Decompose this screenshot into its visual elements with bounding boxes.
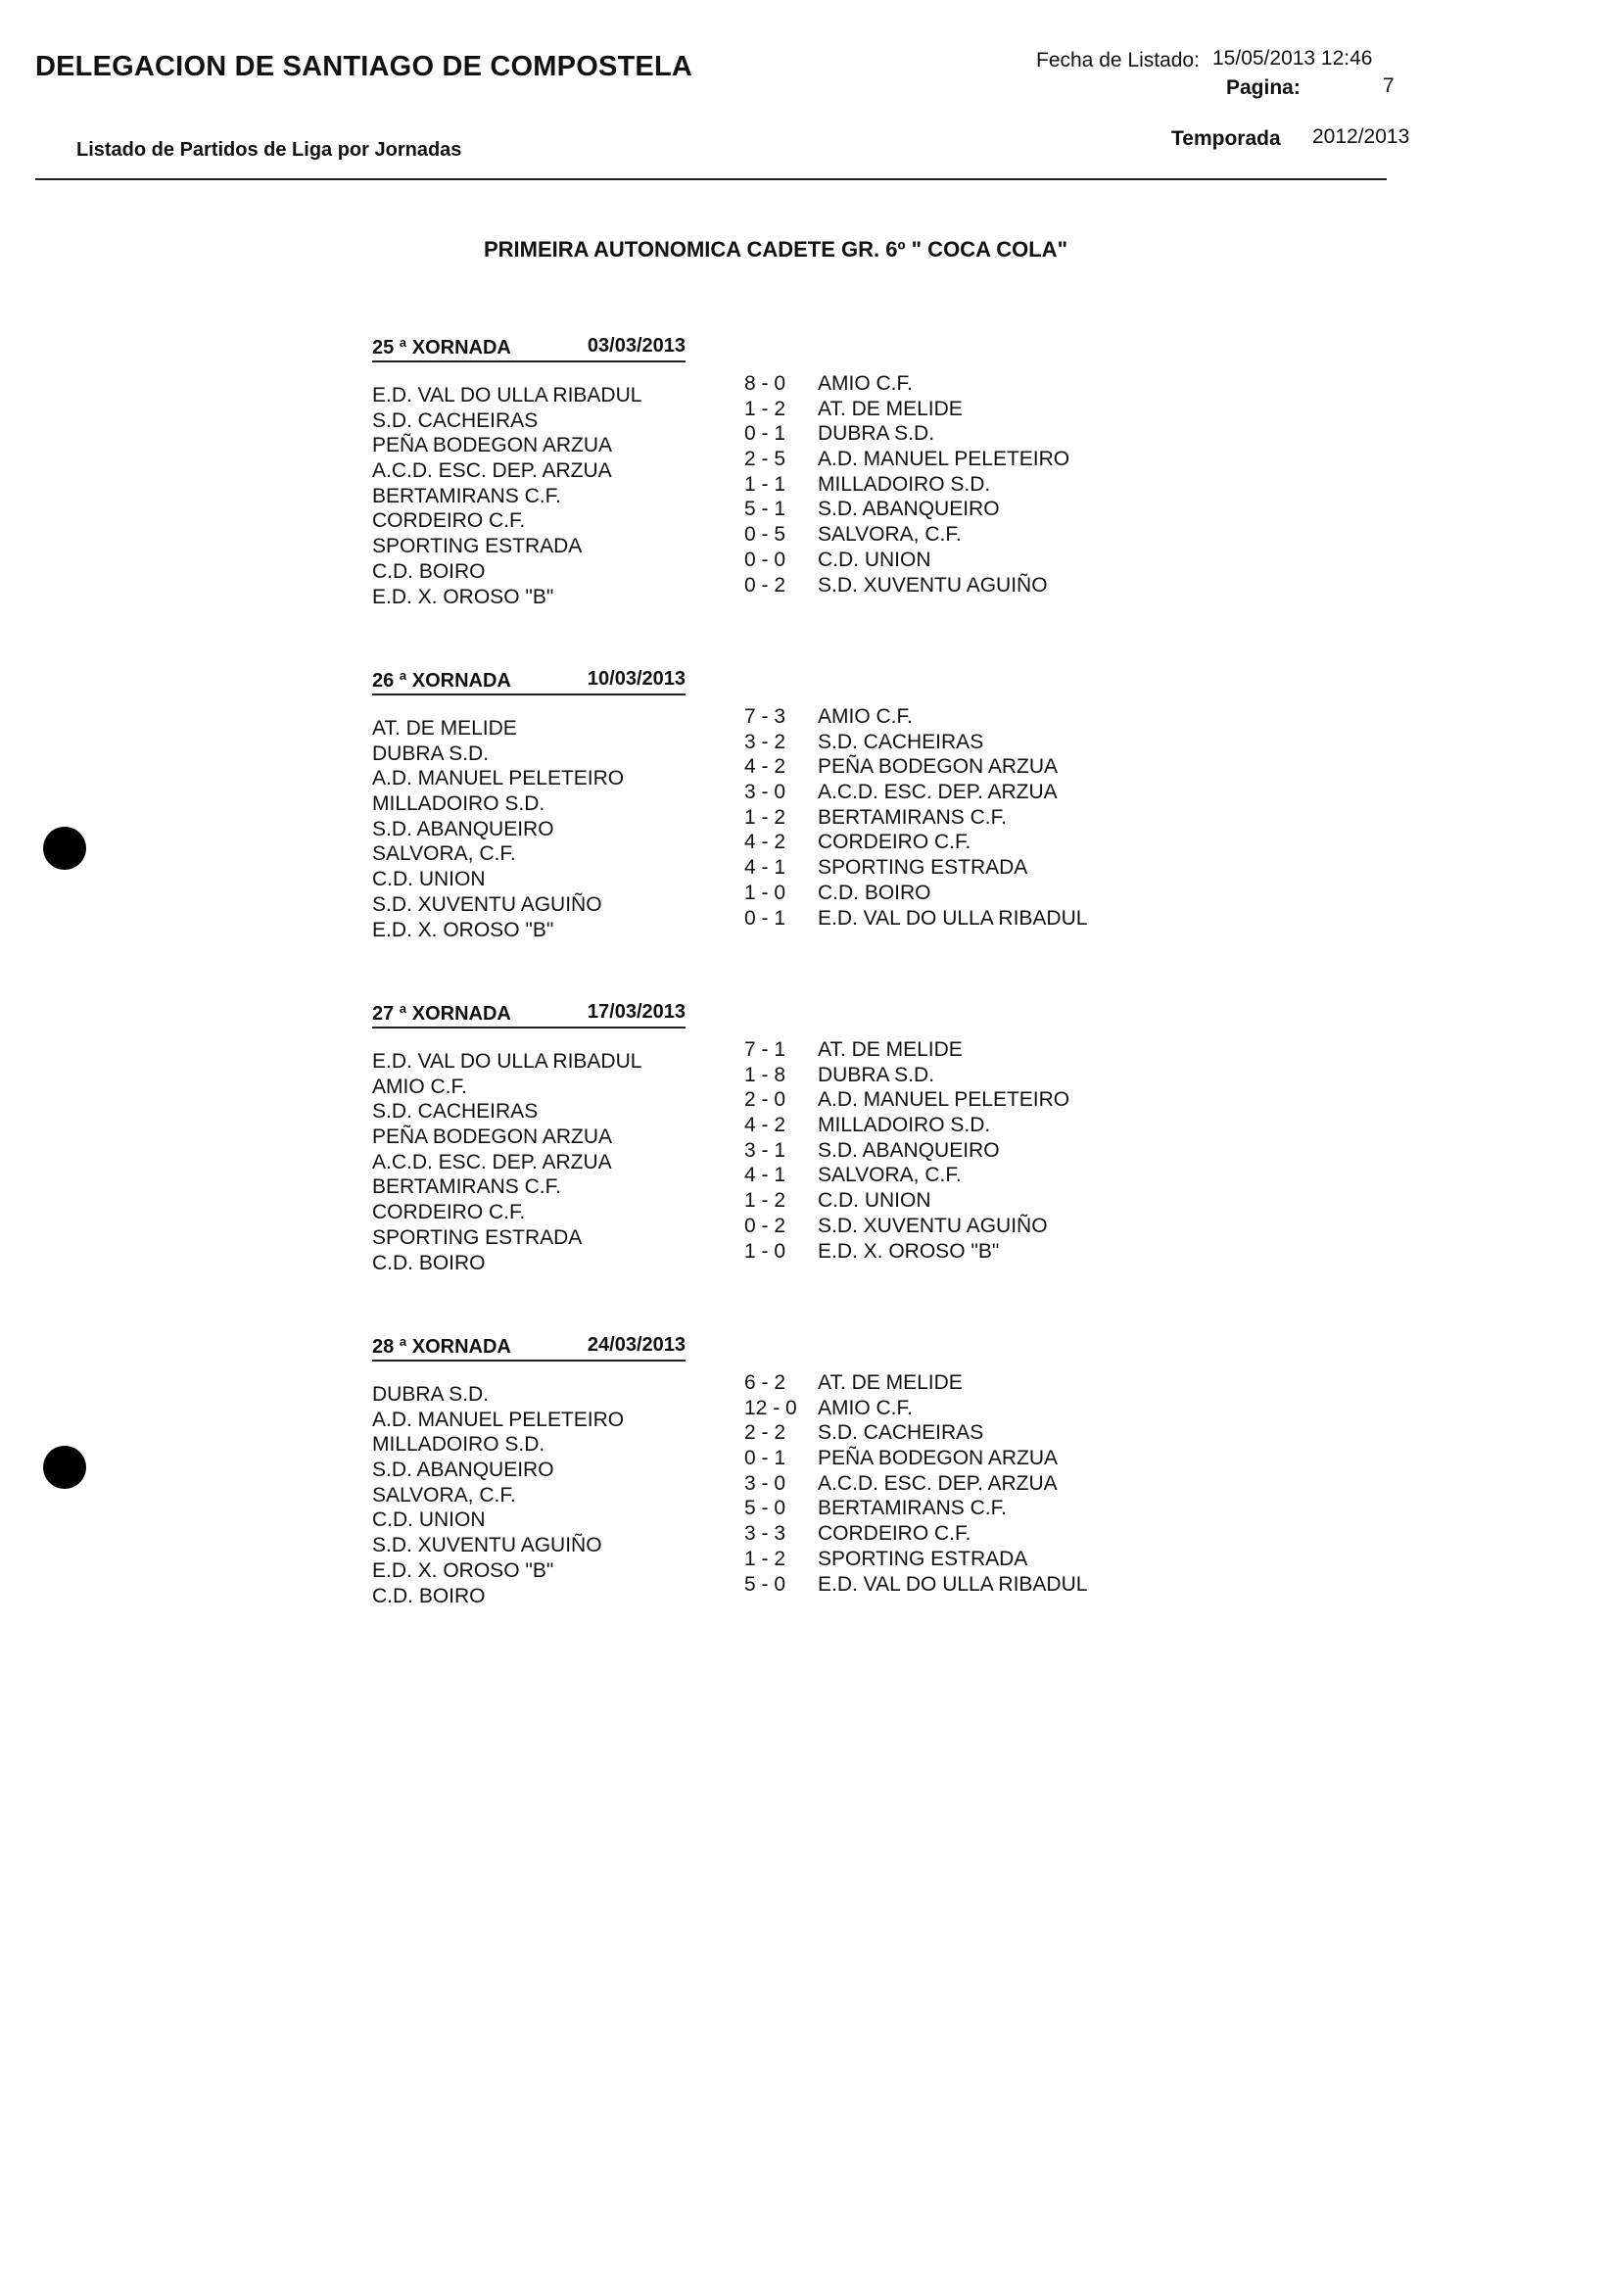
match-score: 4 - 2	[744, 1114, 786, 1137]
match-score: 3 - 1	[744, 1138, 786, 1162]
home-team: S.D. XUVENTU AGUIÑO	[372, 1534, 602, 1557]
match-row	[372, 1572, 1088, 1610]
away-team: CORDEIRO C.F.	[818, 831, 971, 854]
home-team: A.C.D. ESC. DEP. ARZUA	[372, 459, 612, 483]
match-score: 7 - 3	[744, 705, 786, 728]
away-team: S.D. XUVENTU AGUIÑO	[818, 1214, 1048, 1237]
match-score: 2 - 2	[744, 1421, 786, 1445]
away-team: AT. DE MELIDE	[818, 1038, 963, 1061]
competition-title	[0, 237, 1610, 263]
header-divider	[35, 178, 1387, 180]
home-team: S.D. XUVENTU AGUIÑO	[372, 892, 602, 916]
match-score: 4 - 1	[744, 1164, 786, 1187]
away-team: AT. DE MELIDE	[818, 1371, 963, 1394]
match-score: 0 - 5	[744, 523, 786, 547]
away-team: PEÑA BODEGON ARZUA	[818, 1447, 1059, 1470]
home-team: E.D. VAL DO ULLA RIBADUL	[372, 1050, 642, 1073]
round-date: 10/03/2013	[587, 668, 686, 690]
match-row	[372, 1371, 1077, 1409]
match-list	[372, 705, 1088, 943]
home-team: E.D. X. OROSO "B"	[372, 585, 554, 608]
match-score: 1 - 0	[744, 881, 786, 904]
match-row	[372, 498, 1077, 535]
home-team: DUBRA S.D.	[372, 1383, 490, 1406]
home-team: BERTAMIRANS C.F.	[372, 484, 561, 507]
away-team: C.D. UNION	[818, 548, 931, 571]
home-team: CORDEIRO C.F.	[372, 1201, 526, 1224]
match-row	[372, 397, 1077, 435]
round-header	[372, 997, 686, 1028]
home-team: C.D. BOIRO	[372, 559, 486, 583]
match-score: 4 - 1	[744, 856, 786, 880]
away-team: S.D. XUVENTU AGUIÑO	[818, 573, 1048, 597]
home-team: A.D. MANUEL PELETEIRO	[372, 767, 625, 790]
home-team: S.D. ABANQUEIRO	[372, 1459, 554, 1482]
home-team: C.D. BOIRO	[372, 1251, 486, 1274]
match-score: 1 - 2	[744, 397, 786, 420]
away-team: PEÑA BODEGON ARZUA	[818, 755, 1059, 779]
away-team: S.D. ABANQUEIRO	[818, 498, 1000, 521]
round-block	[372, 997, 1077, 1276]
home-team: BERTAMIRANS C.F.	[372, 1175, 561, 1199]
round-title: 28 ª XORNADA	[372, 1336, 511, 1358]
match-score: 3 - 2	[744, 730, 786, 753]
home-team: AT. DE MELIDE	[372, 717, 517, 740]
away-team: BERTAMIRANS C.F.	[818, 805, 1007, 829]
home-team: MILLADOIRO S.D.	[372, 792, 545, 816]
match-score: 0 - 0	[744, 548, 786, 571]
match-score: 7 - 1	[744, 1038, 786, 1061]
away-team: SALVORA, C.F.	[818, 1164, 962, 1187]
match-score: 1 - 2	[744, 1189, 786, 1213]
match-row	[372, 523, 1077, 560]
match-score: 5 - 0	[744, 1572, 786, 1596]
away-team: AMIO C.F.	[818, 705, 913, 728]
match-row	[372, 1239, 1077, 1277]
organization-title: DELEGACION DE SANTIAGO DE COMPOSTELA	[35, 51, 693, 82]
home-team: SPORTING ESTRADA	[372, 1225, 583, 1249]
away-team: AMIO C.F.	[818, 1396, 913, 1419]
home-team: AMIO C.F.	[372, 1075, 467, 1098]
match-score: 4 - 2	[744, 755, 786, 779]
match-row	[372, 856, 1077, 893]
match-row	[372, 805, 1077, 843]
match-score: 1 - 8	[744, 1063, 786, 1086]
away-team: CORDEIRO C.F.	[818, 1522, 971, 1546]
away-team: A.D. MANUEL PELETEIRO	[818, 1088, 1070, 1112]
home-team: SALVORA, C.F.	[372, 1483, 516, 1507]
away-team: BERTAMIRANS C.F.	[818, 1497, 1007, 1520]
away-team: DUBRA S.D.	[818, 422, 935, 446]
away-team: E.D. X. OROSO "B"	[818, 1239, 1000, 1263]
match-row	[372, 573, 1077, 611]
away-team: AT. DE MELIDE	[818, 397, 963, 420]
page-number: 7	[1383, 74, 1395, 97]
away-team: C.D. BOIRO	[818, 881, 931, 904]
listing-date-label: Fecha de Listado:	[1036, 49, 1200, 72]
match-score: 4 - 2	[744, 831, 786, 854]
away-team: DUBRA S.D.	[818, 1063, 935, 1086]
home-team: DUBRA S.D.	[372, 741, 490, 765]
home-team: S.D. CACHEIRAS	[372, 1100, 539, 1124]
round-date: 24/03/2013	[587, 1334, 686, 1356]
home-team: MILLADOIRO S.D.	[372, 1433, 545, 1457]
match-score: 0 - 1	[744, 1447, 786, 1470]
away-team: E.D. VAL DO ULLA RIBADUL	[818, 906, 1088, 930]
match-row	[372, 1038, 1077, 1076]
round-date: 03/03/2013	[587, 335, 686, 357]
home-team: S.D. CACHEIRAS	[372, 408, 539, 432]
away-team: AMIO C.F.	[818, 372, 913, 395]
match-score: 0 - 2	[744, 573, 786, 597]
match-score: 3 - 0	[744, 1471, 786, 1495]
match-list	[372, 372, 1077, 610]
match-score: 3 - 3	[744, 1522, 786, 1546]
away-team: C.D. UNION	[818, 1189, 931, 1213]
away-team: E.D. VAL DO ULLA RIBADUL	[818, 1572, 1088, 1596]
away-team: A.C.D. ESC. DEP. ARZUA	[818, 781, 1058, 804]
home-team: S.D. ABANQUEIRO	[372, 817, 554, 840]
match-score: 6 - 2	[744, 1371, 786, 1394]
home-team: E.D. X. OROSO "B"	[372, 918, 554, 941]
round-header	[372, 1330, 686, 1362]
match-score: 1 - 2	[744, 805, 786, 829]
away-team: S.D. CACHEIRAS	[818, 1421, 984, 1445]
match-score: 0 - 1	[744, 422, 786, 446]
away-team: SPORTING ESTRADA	[818, 856, 1028, 880]
match-row	[372, 1497, 1077, 1534]
round-block	[372, 664, 1088, 943]
round-block	[372, 331, 1077, 610]
match-score: 0 - 1	[744, 906, 786, 930]
round-header	[372, 664, 686, 695]
home-team: E.D. VAL DO ULLA RIBADUL	[372, 384, 642, 407]
home-team: PEÑA BODEGON ARZUA	[372, 1125, 613, 1149]
season-value: 2012/2013	[1312, 125, 1410, 148]
match-score: 8 - 0	[744, 372, 786, 395]
punch-hole	[43, 827, 86, 870]
match-row	[372, 906, 1088, 944]
away-team: A.C.D. ESC. DEP. ARZUA	[818, 1471, 1058, 1495]
match-score: 0 - 2	[744, 1214, 786, 1237]
away-team: S.D. ABANQUEIRO	[818, 1138, 1000, 1162]
listing-date-value: 15/05/2013 12:46	[1212, 47, 1373, 70]
home-team: SPORTING ESTRADA	[372, 535, 583, 558]
home-team: E.D. X. OROSO "B"	[372, 1558, 554, 1582]
away-team: MILLADOIRO S.D.	[818, 1114, 991, 1137]
match-score: 2 - 0	[744, 1088, 786, 1112]
match-score: 3 - 0	[744, 781, 786, 804]
home-team: A.D. MANUEL PELETEIRO	[372, 1408, 625, 1431]
match-list	[372, 1371, 1088, 1609]
round-date: 17/03/2013	[587, 1001, 686, 1023]
competition-title-text: PRIMEIRA AUTONOMICA CADETE GR. 6º " COCA COLA"	[483, 237, 1068, 262]
match-row	[372, 1164, 1077, 1201]
round-title: 27 ª XORNADA	[372, 1003, 511, 1025]
match-score: 1 - 2	[744, 1547, 786, 1570]
home-team: A.C.D. ESC. DEP. ARZUA	[372, 1150, 612, 1173]
home-team: C.D. BOIRO	[372, 1584, 486, 1607]
round-block	[372, 1330, 1088, 1609]
away-team: SALVORA, C.F.	[818, 523, 962, 547]
match-score: 2 - 5	[744, 448, 786, 471]
match-row	[372, 372, 1077, 409]
away-team: SPORTING ESTRADA	[818, 1547, 1028, 1570]
match-score: 1 - 0	[744, 1239, 786, 1263]
match-score: 5 - 0	[744, 1497, 786, 1520]
match-score: 5 - 1	[744, 498, 786, 521]
match-row	[372, 1138, 1077, 1176]
round-title: 26 ª XORNADA	[372, 670, 511, 692]
home-team: C.D. UNION	[372, 1508, 486, 1532]
listing-title: Listado de Partidos de Liga por Jornadas	[76, 139, 462, 161]
home-team: SALVORA, C.F.	[372, 842, 516, 866]
match-score: 12 - 0	[744, 1396, 797, 1419]
home-team: C.D. UNION	[372, 868, 486, 891]
away-team: MILLADOIRO S.D.	[818, 472, 991, 496]
season-label: Temporada	[1171, 127, 1281, 150]
home-team: PEÑA BODEGON ARZUA	[372, 434, 613, 457]
home-team: CORDEIRO C.F.	[372, 509, 526, 533]
round-header	[372, 331, 686, 362]
away-team: S.D. CACHEIRAS	[818, 730, 984, 753]
punch-hole	[43, 1446, 86, 1489]
page-label: Pagina:	[1226, 76, 1301, 99]
round-title: 25 ª XORNADA	[372, 337, 511, 359]
match-score: 1 - 1	[744, 472, 786, 496]
match-list	[372, 1038, 1077, 1276]
away-team: A.D. MANUEL PELETEIRO	[818, 448, 1070, 471]
